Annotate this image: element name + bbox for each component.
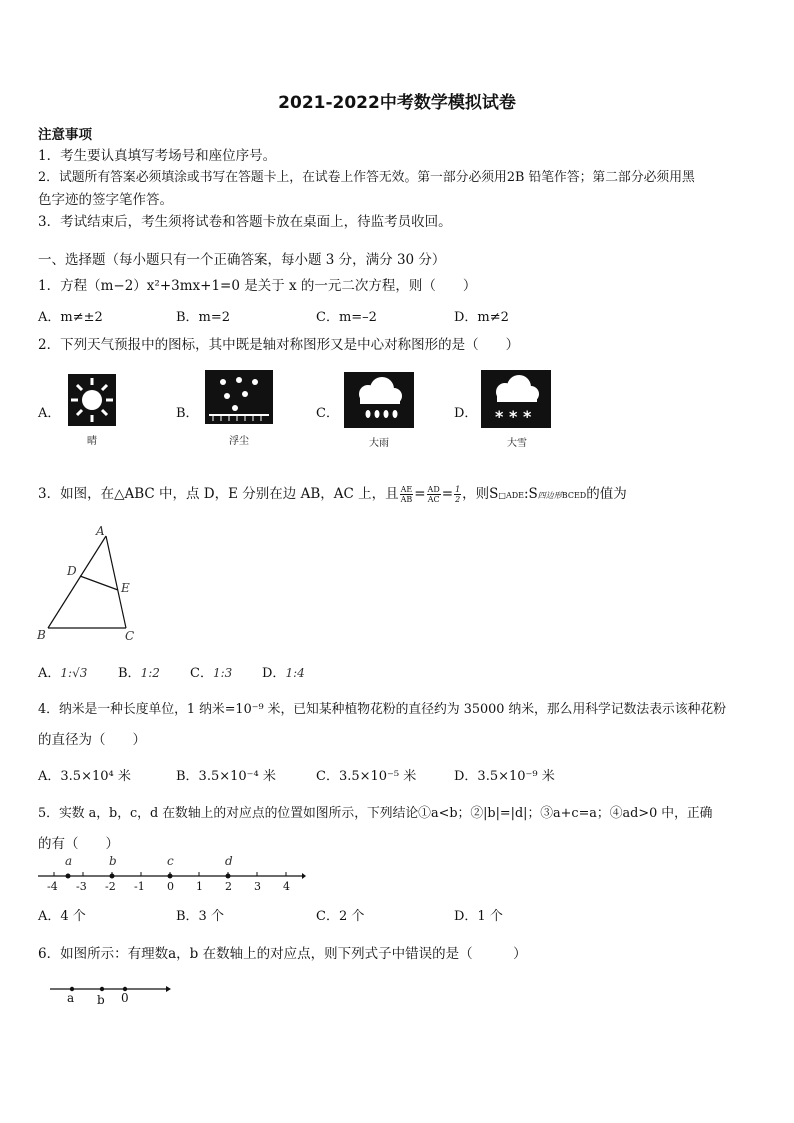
q3-sub-ade: □ADE [498,491,524,500]
q3-f1-den: AB [400,495,413,504]
q3-stem-c: 的值为 [586,486,627,502]
q5-tick-2: 2 [225,880,232,893]
q3-f3-num: 1 [455,485,461,494]
q3-f2-den: AC [427,495,440,504]
q2-caption-d: 大雪 [507,438,527,449]
number-line-q6 [48,978,172,1012]
q2-option-d-label: D． [454,406,478,421]
q1-option-a: A．m≠±2 [38,310,103,325]
q3-sub-bced: BCED [561,491,587,500]
q5-option-d: D．1 个 [454,909,503,924]
q2-caption-c: 大雨 [369,438,389,449]
q6-point-a: a [67,991,75,1005]
point-b-label: B [37,628,46,642]
heavy-snow-icon [481,370,551,428]
q4-line-1: 4．纳米是一种长度单位，1 纳米=10⁻⁹ 米，已知某种植物花粉的直径约为 35000 纳米，那么用科学记数法表示该种花粉 [38,702,727,717]
q3-f3-den: 2 [455,495,461,504]
q5-tick-neg3: -3 [76,880,87,893]
q2-caption-a: 晴 [87,436,97,447]
q3-option-c [190,662,232,681]
q2-caption-b: 浮尘 [229,436,249,447]
q4-option-c: C．3.5×10⁻⁵ 米 [316,769,417,784]
q3-sub-quad: 四边形 [537,491,562,500]
q5-tick-4: 4 [283,880,290,893]
notice-item-2: 2．试题所有答案必须填涂或书写在答题卡上，在试卷上作答无效。第一部分必须用2B 铅笔作答；第二部分必须用黑 [38,170,695,185]
q3-fraction-2 [427,485,441,504]
q3-option-d-value: 1:4 [285,666,305,680]
q3-option-c-value: 1:3 [212,666,233,680]
q1-stem: 1．方程（m−2）x²+3mx+1=0 是关于 x 的一元二次方程，则（ ） [38,278,477,294]
q2-option-b-label: B． [176,406,199,421]
q3-stem-b: ，则S [462,486,499,502]
heavy-rain-icon [344,372,414,428]
q3-option-b-label: B． [118,666,141,681]
q5-point-c: c [167,854,174,868]
triangle-figure [34,524,144,646]
section-heading: 一、选择题（每小题只有一个正确答案，每小题 3 分，满分 30 分） [38,252,446,268]
point-a-label: A [96,524,105,538]
point-d-label: D [67,564,77,578]
q5-point-b: b [109,854,117,868]
q6-point-0: 0 [121,991,129,1005]
q5-tick-1: 1 [196,880,203,893]
notice-item-1: 1．考生要认真填写考场号和座位序号。 [38,148,277,164]
q3-option-c-label: C． [190,666,213,681]
q5-line-2: 的有（ ） [38,836,119,852]
q3-eq-1: = [414,486,426,502]
q1-option-d: D．m≠2 [454,310,509,325]
q4-line-2: 的直径为（ ） [38,732,146,748]
q3-eq-2: = [441,486,454,502]
q5-tick-neg2: -2 [105,880,116,893]
q3-option-a-value: 1:√3 [60,666,88,680]
q3-stem-a: 3．如图，在△ABC 中，点 D，E 分别在边 AB，AC 上，且 [38,486,399,502]
q3-option-d [262,662,305,681]
q3-f1-num: AE [400,485,413,494]
q5-option-c: C．2 个 [316,909,365,924]
q5-option-b: B．3 个 [176,909,224,924]
q2-option-c-label: C． [316,406,339,421]
q3-option-d-label: D． [262,666,286,681]
svg-text:*: * [509,407,518,426]
q6-point-b: b [97,993,105,1007]
page-title: 2021-2022中考数学模拟试卷 [278,93,516,113]
q3-colon: :S [524,486,538,502]
number-line-q5 [36,854,306,896]
q3-option-a [38,662,87,681]
q3-stem [38,482,627,504]
q4-option-b: B．3.5×10⁻⁴ 米 [176,769,276,784]
notice-item-2-cont: 色字迹的签字笔作答。 [38,192,173,208]
notice-heading: 注意事项 [38,127,92,143]
q6-stem: 6．如图所示：有理数a，b 在数轴上的对应点，则下列式子中错误的是（ ） [38,946,527,962]
q5-point-d: d [225,854,233,868]
q2-option-a-label: A． [38,406,61,421]
sun-icon [68,374,116,426]
q5-tick-0: 0 [167,880,174,893]
point-c-label: C [125,629,135,643]
q5-line-1: 5．实数 a，b，c，d 在数轴上的对应点的位置如图所示，下列结论①a<b；②|b|=|d|；③a+c=a；④ad>0 中，正确 [38,806,713,821]
q5-tick-neg1: -1 [134,880,145,893]
svg-text:*: * [523,407,532,426]
q5-option-a: A．4 个 [38,909,86,924]
q5-tick-3: 3 [254,880,261,893]
q3-f2-num: AD [427,485,440,494]
q1-option-c: C．m=–2 [316,310,377,325]
q3-option-b-value: 1:2 [140,666,160,680]
svg-text:*: * [495,407,504,426]
q4-option-a: A．3.5×10⁴ 米 [38,769,131,784]
q2-stem: 2．下列天气预报中的图标，其中既是轴对称图形又是中心对称图形的是（ ） [38,337,520,353]
q4-option-d: D．3.5×10⁻⁹ 米 [454,769,555,784]
q3-option-b [118,662,160,681]
q1-option-b: B．m=2 [176,310,231,325]
q5-tick-neg4: -4 [47,880,58,893]
point-e-label: E [121,581,130,595]
q3-option-a-label: A． [38,666,61,681]
q3-fraction-3 [454,485,461,504]
notice-item-3: 3．考试结束后，考生须将试卷和答题卡放在桌面上，待监考员收回。 [38,214,452,230]
dust-icon [205,370,273,424]
q5-point-a: a [65,854,73,868]
q3-fraction-1 [400,485,414,504]
